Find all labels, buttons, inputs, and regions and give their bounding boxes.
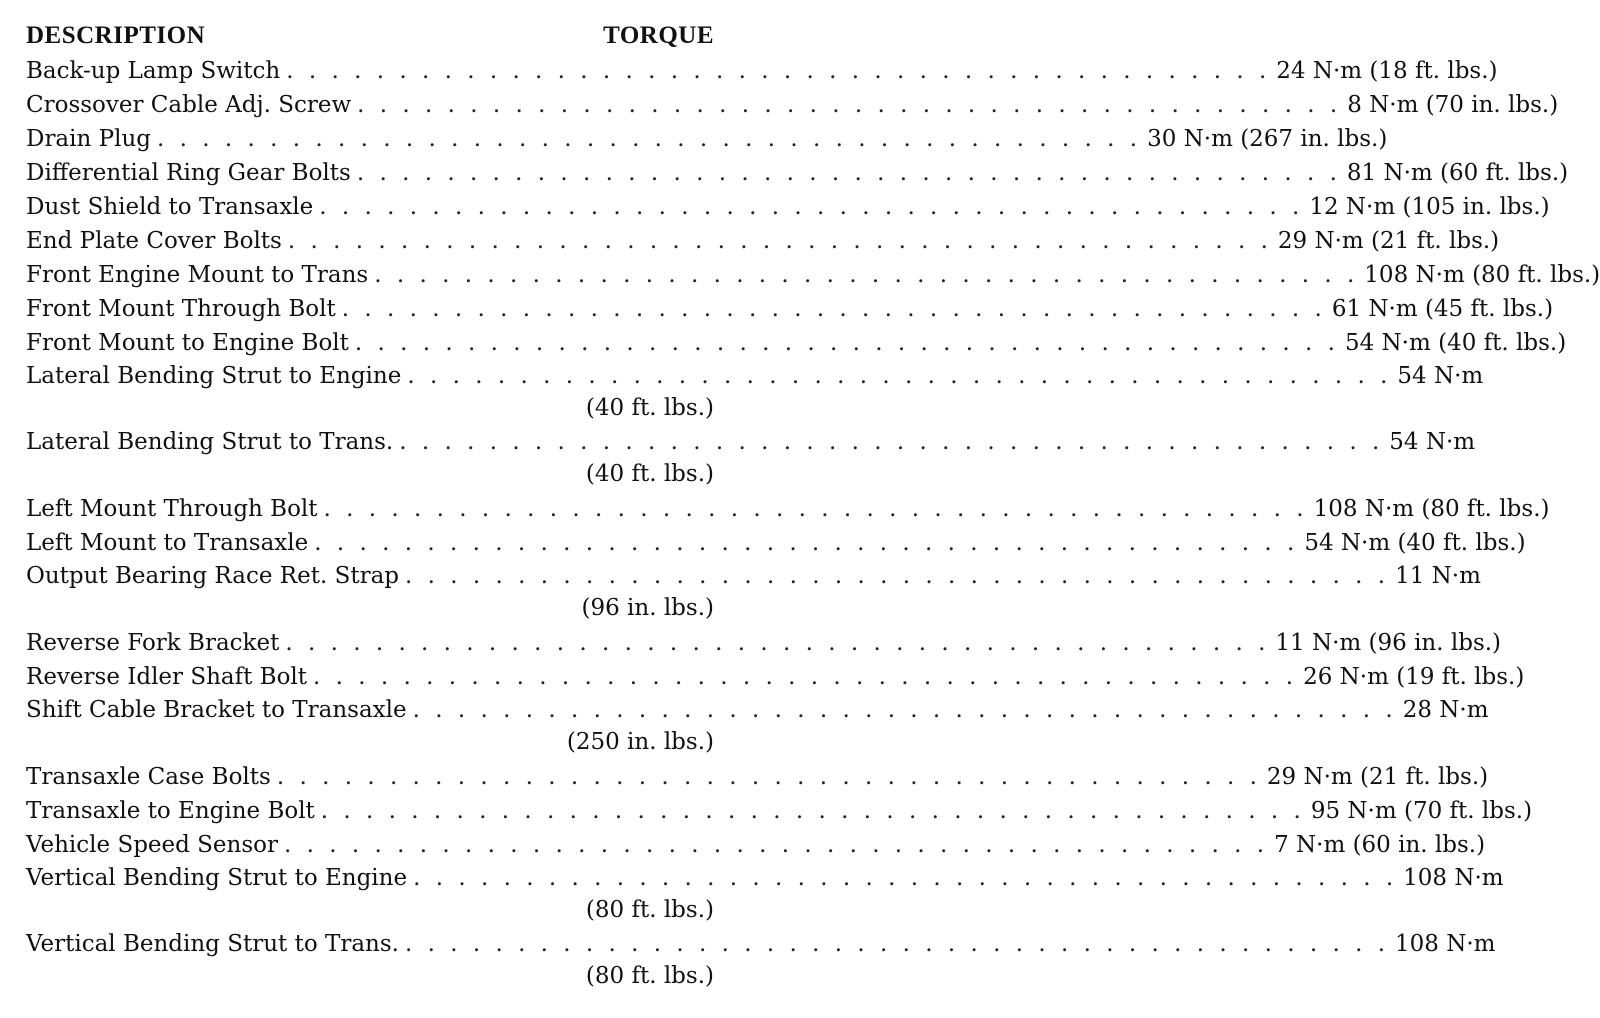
table-row <box>26 626 1502 660</box>
dot-leader: . . . . . . . . . . . . . . . . . . . . . . . . . . . . . . . . . . . . . . . . . . . . <box>276 764 1261 790</box>
table-row <box>26 426 1476 458</box>
dot-leader: . . . . . . . . . . . . . . . . . . . . . . . . . . . . . . . . . . . . . . . . . . . . <box>374 262 1359 288</box>
dot-leader: . . . . . . . . . . . . . . . . . . . . . . . . . . . . . . . . . . . . . . . . . . . . <box>356 160 1341 186</box>
row-description: Vertical Bending Strut to Trans. <box>26 931 399 957</box>
table-row <box>26 190 1550 224</box>
description-heading: DESCRIPTION <box>26 22 206 49</box>
row-description: Shift Cable Bracket to Transaxle <box>26 697 407 723</box>
row-description: Front Engine Mount to Trans <box>26 262 369 288</box>
row-torque: 8 N·m (70 in. lbs.) <box>1347 92 1559 118</box>
row-description: End Plate Cover Bolts <box>26 228 282 254</box>
row-torque: 12 N·m (105 in. lbs.) <box>1309 194 1550 220</box>
row-description: Reverse Idler Shaft Bolt <box>26 664 308 690</box>
dot-leader: . . . . . . . . . . . . . . . . . . . . . . . . . . . . . . . . . . . . . . . . . . . . <box>319 194 1304 220</box>
row-description: Crossover Cable Adj. Screw <box>26 92 352 118</box>
row-torque: 54 N·m <box>1389 429 1476 455</box>
row-description: Dust Shield to Transaxle <box>26 194 314 220</box>
dot-leader: . . . . . . . . . . . . . . . . . . . . . . . . . . . . . . . . . . . . . . . . . . . . <box>284 832 1269 858</box>
row-torque: 26 N·m (19 ft. lbs.) <box>1303 664 1525 690</box>
dot-leader: . . . . . . . . . . . . . . . . . . . . . . . . . . . . . . . . . . . . . . . . . . . . <box>412 697 1397 723</box>
row-description: Left Mount to Transaxle <box>26 530 309 556</box>
table-row <box>26 122 1388 156</box>
row-description: Transaxle to Engine Bolt <box>26 798 315 824</box>
dot-leader: . . . . . . . . . . . . . . . . . . . . . . . . . . . . . . . . . . . . . . . . . . . . <box>399 429 1384 455</box>
table-row <box>26 760 1489 794</box>
table-row <box>26 326 1567 360</box>
table-row <box>26 258 1600 292</box>
row-torque: 108 N·m <box>1403 865 1504 891</box>
row-torque: 61 N·m (45 ft. lbs.) <box>1331 296 1554 322</box>
row-torque-continued: (96 in. lbs.) <box>581 595 714 621</box>
row-torque: 11 N·m (96 in. lbs.) <box>1275 630 1502 656</box>
table-row <box>26 360 1484 392</box>
dot-leader: . . . . . . . . . . . . . . . . . . . . . . . . . . . . . . . . . . . . . . . . . . . . <box>341 296 1326 322</box>
dot-leader: . . . . . . . . . . . . . . . . . . . . . . . . . . . . . . . . . . . . . . . . . . . . <box>323 496 1308 522</box>
table-row <box>26 660 1525 694</box>
row-torque: 24 N·m (18 ft. lbs.) <box>1276 58 1498 84</box>
row-torque-continued: (40 ft. lbs.) <box>585 461 714 487</box>
table-row <box>26 526 1526 560</box>
row-description: Front Mount Through Bolt <box>26 296 336 322</box>
torque-table <box>26 54 1600 992</box>
table-row <box>26 492 1550 526</box>
table-header <box>26 18 714 54</box>
dot-leader: . . . . . . . . . . . . . . . . . . . . . . . . . . . . . . . . . . . . . . . . . . . . <box>286 58 1271 84</box>
row-description: Drain Plug <box>26 126 151 152</box>
table-row <box>26 88 1559 122</box>
row-torque: 108 N·m (80 ft. lbs.) <box>1313 496 1550 522</box>
row-torque: 108 N·m <box>1395 931 1496 957</box>
dot-leader: . . . . . . . . . . . . . . . . . . . . . . . . . . . . . . . . . . . . . . . . . . . . <box>413 865 1398 891</box>
table-row <box>26 156 1569 190</box>
row-torque: 29 N·m (21 ft. lbs.) <box>1277 228 1500 254</box>
table-row <box>26 794 1533 828</box>
row-torque: 29 N·m (21 ft. lbs.) <box>1266 764 1489 790</box>
row-description: Lateral Bending Strut to Trans. <box>26 429 394 455</box>
row-description: Output Bearing Race Ret. Strap <box>26 563 400 589</box>
row-torque-continued: (80 ft. lbs.) <box>585 897 714 923</box>
table-row <box>26 560 1481 592</box>
row-torque-continued: (80 ft. lbs.) <box>585 963 714 989</box>
row-torque: 108 N·m (80 ft. lbs.) <box>1364 262 1600 288</box>
table-row <box>26 224 1500 258</box>
row-torque: 95 N·m (70 ft. lbs.) <box>1310 798 1533 824</box>
row-torque: 7 N·m (60 in. lbs.) <box>1274 832 1486 858</box>
row-torque: 28 N·m <box>1402 697 1489 723</box>
dot-leader: . . . . . . . . . . . . . . . . . . . . . . . . . . . . . . . . . . . . . . . . . . . . <box>314 530 1299 556</box>
table-row <box>26 292 1554 326</box>
row-description: Front Mount to Engine Bolt <box>26 330 349 356</box>
dot-leader: . . . . . . . . . . . . . . . . . . . . . . . . . . . . . . . . . . . . . . . . . . . . <box>320 798 1305 824</box>
dot-leader: . . . . . . . . . . . . . . . . . . . . . . . . . . . . . . . . . . . . . . . . . . . . <box>157 126 1142 152</box>
dot-leader: . . . . . . . . . . . . . . . . . . . . . . . . . . . . . . . . . . . . . . . . . . . . <box>407 363 1392 389</box>
row-torque-continued: (250 in. lbs.) <box>566 729 714 755</box>
dot-leader: . . . . . . . . . . . . . . . . . . . . . . . . . . . . . . . . . . . . . . . . . . . . <box>354 330 1339 356</box>
dot-leader: . . . . . . . . . . . . . . . . . . . . . . . . . . . . . . . . . . . . . . . . . . . . <box>313 664 1298 690</box>
dot-leader: . . . . . . . . . . . . . . . . . . . . . . . . . . . . . . . . . . . . . . . . . . . . <box>285 630 1270 656</box>
row-description: Back-up Lamp Switch <box>26 58 281 84</box>
table-row <box>26 828 1486 862</box>
row-description: Vehicle Speed Sensor <box>26 832 279 858</box>
row-description: Left Mount Through Bolt <box>26 496 318 522</box>
row-description: Transaxle Case Bolts <box>26 764 271 790</box>
row-torque-continued: (40 ft. lbs.) <box>585 395 714 421</box>
dot-leader: . . . . . . . . . . . . . . . . . . . . . . . . . . . . . . . . . . . . . . . . . . . . <box>405 563 1390 589</box>
table-row <box>26 862 1504 894</box>
dot-leader: . . . . . . . . . . . . . . . . . . . . . . . . . . . . . . . . . . . . . . . . . . . . <box>357 92 1342 118</box>
row-torque: 54 N·m (40 ft. lbs.) <box>1304 530 1526 556</box>
table-row <box>26 928 1496 960</box>
torque-heading: TORQUE <box>603 22 714 49</box>
dot-leader: . . . . . . . . . . . . . . . . . . . . . . . . . . . . . . . . . . . . . . . . . . . . <box>287 228 1272 254</box>
table-row <box>26 54 1498 88</box>
row-torque: 54 N·m (40 ft. lbs.) <box>1344 330 1567 356</box>
table-row <box>26 694 1489 726</box>
row-description: Reverse Fork Bracket <box>26 630 280 656</box>
row-description: Differential Ring Gear Bolts <box>26 160 351 186</box>
row-torque: 30 N·m (267 in. lbs.) <box>1147 126 1388 152</box>
row-torque: 54 N·m <box>1397 363 1484 389</box>
row-description: Lateral Bending Strut to Engine <box>26 363 402 389</box>
row-torque: 11 N·m <box>1395 563 1481 589</box>
row-description: Vertical Bending Strut to Engine <box>26 865 408 891</box>
dot-leader: . . . . . . . . . . . . . . . . . . . . . . . . . . . . . . . . . . . . . . . . . . . . <box>404 931 1390 957</box>
row-torque: 81 N·m (60 ft. lbs.) <box>1346 160 1569 186</box>
